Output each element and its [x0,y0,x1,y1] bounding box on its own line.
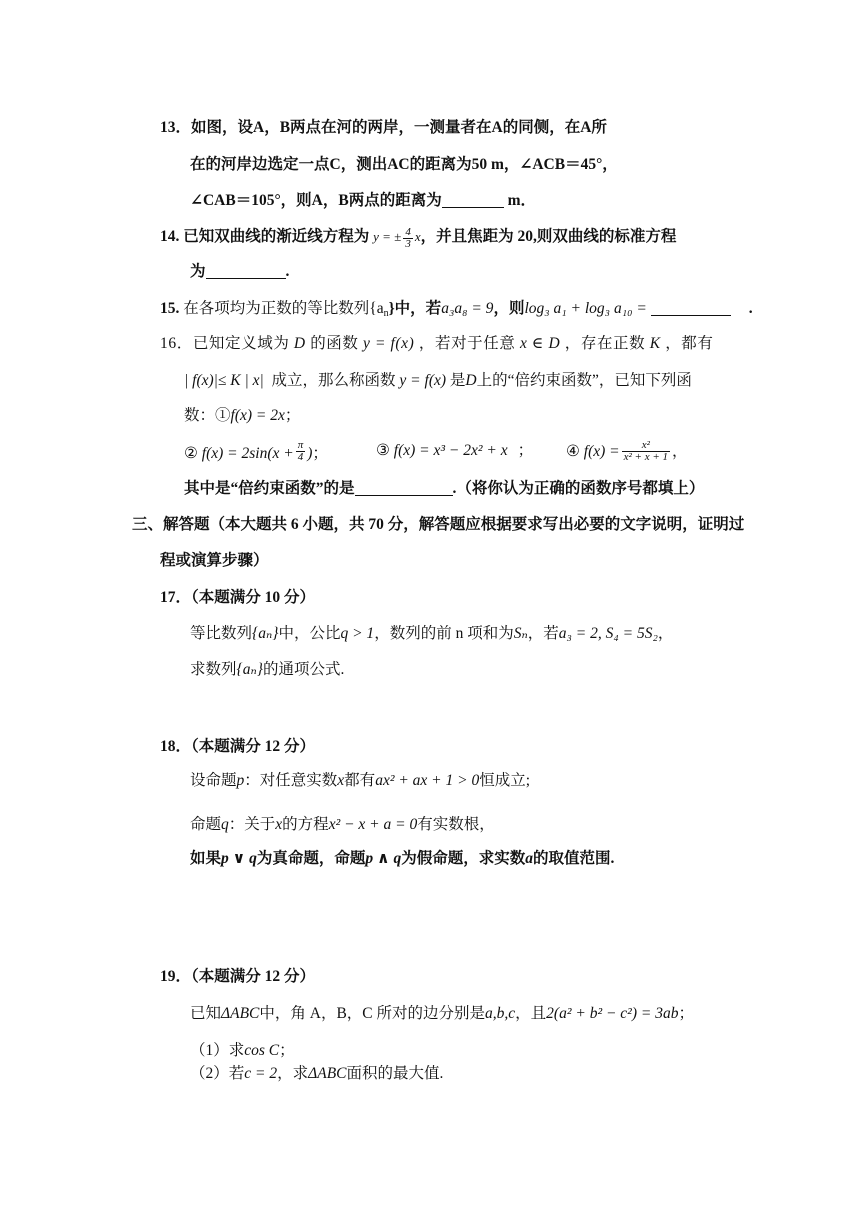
answer-blank[interactable] [206,262,286,279]
q14-line2: 为 . [190,263,290,280]
q16-line4 [184,440,714,466]
q13-line2: 在的河岸边选定一点C，测出AC的距离为50 m，∠ACB＝45°， [190,156,618,173]
q17-line2: 求数列{aₙ}的通项公式. [190,661,345,678]
q19-part1: （1）求cos C； [190,1042,295,1059]
function-option-2: ② f(x) = 2sin(x + $\frac{\pi}{4}$ )； [184,440,328,463]
q19-part2: （2）若c = 2，求ΔABC面积的最大值. [190,1065,444,1082]
q15-number: 15. [160,300,180,317]
q18-line3: 如果p ∨ q为真命题，命题p ∧ q为假命题，求实数a的取值范围. [190,850,615,867]
q18-header: 18．（本题满分 12 分） [160,738,316,755]
answer-blank[interactable] [651,299,731,316]
q18-line2: 命题q：关于x的方程x² − x + a = 0有实数根， [190,816,495,833]
q16-number: 16． [160,335,193,352]
q19-line1: 已知ΔABC中，角 A，B，C 所对的边分别是a,b,c，且2(a² + b² − c²) = 3ab； [190,1005,694,1022]
q13-number: 13． [160,119,192,136]
section-3-heading: 三、解答题（本大题共 6 小题，共 70 分，解答题应根据要求写出必要的文字说明，证明过 [132,516,745,533]
q14-line1: 14. 已知双曲线的渐近线方程为 y = ± $\frac{4}{3}$ x，并且焦距为 20,则双曲线的标准方程 [160,225,677,250]
q16-line5: 其中是“倍约束函数”的是 .（将你认为正确的函数序号都填上） [184,480,705,497]
answer-blank[interactable] [442,191,504,208]
function-option-3: ③ f(x) = x³ − 2x² + x ； [376,442,534,459]
section-3-heading-cont: 程或演算步骤） [160,552,269,569]
function-option-4: ④ f(x) = $\frac{\text{x²}}{\text{x² + x + 1}}$ ， [566,440,688,463]
q16-line2: | f(x)|≤ K | x| 成立，那么称函数 y = f(x) 是D上的“倍约束函数”，已知下列函 [184,372,692,389]
asymptote-equation: y = ± $\frac{4}{3}$ x [373,225,421,250]
q17-line1: 等比数列{aₙ}中，公比q > 1，数列的前 n 项和为Sₙ，若a₃ = 2, S₄ = 5S₂， [190,625,674,642]
answer-blank[interactable] [355,479,453,496]
q15-line1: 15. 在各项均为正数的等比数列$\{a_n\}$中，若a₃a₈ = 9，则log₃ a₁ + log₃ a₁₀ = . [160,300,753,319]
q19-header: 19．（本题满分 12 分） [160,968,316,985]
q17-header: 17．（本题满分 10 分） [160,589,316,606]
q13-line3: ∠CAB＝105°，则A，B两点的距离为 m． [190,192,536,209]
q18-line1: 设命题p：对任意实数x都有ax² + ax + 1 > 0恒成立; [190,772,531,789]
q16-line3: 数：①f(x) = 2x； [184,407,301,424]
q14-number: 14. [160,228,180,245]
q13-line1: 13．如图，设A，B两点在河的两岸，一测量者在A的同侧，在A所 [160,119,607,136]
q16-line1: 16．已知定义域为 D 的函数 y = f(x) ，若对于任意 x ∈ D ，存在正数 K ，都有 [160,335,714,352]
